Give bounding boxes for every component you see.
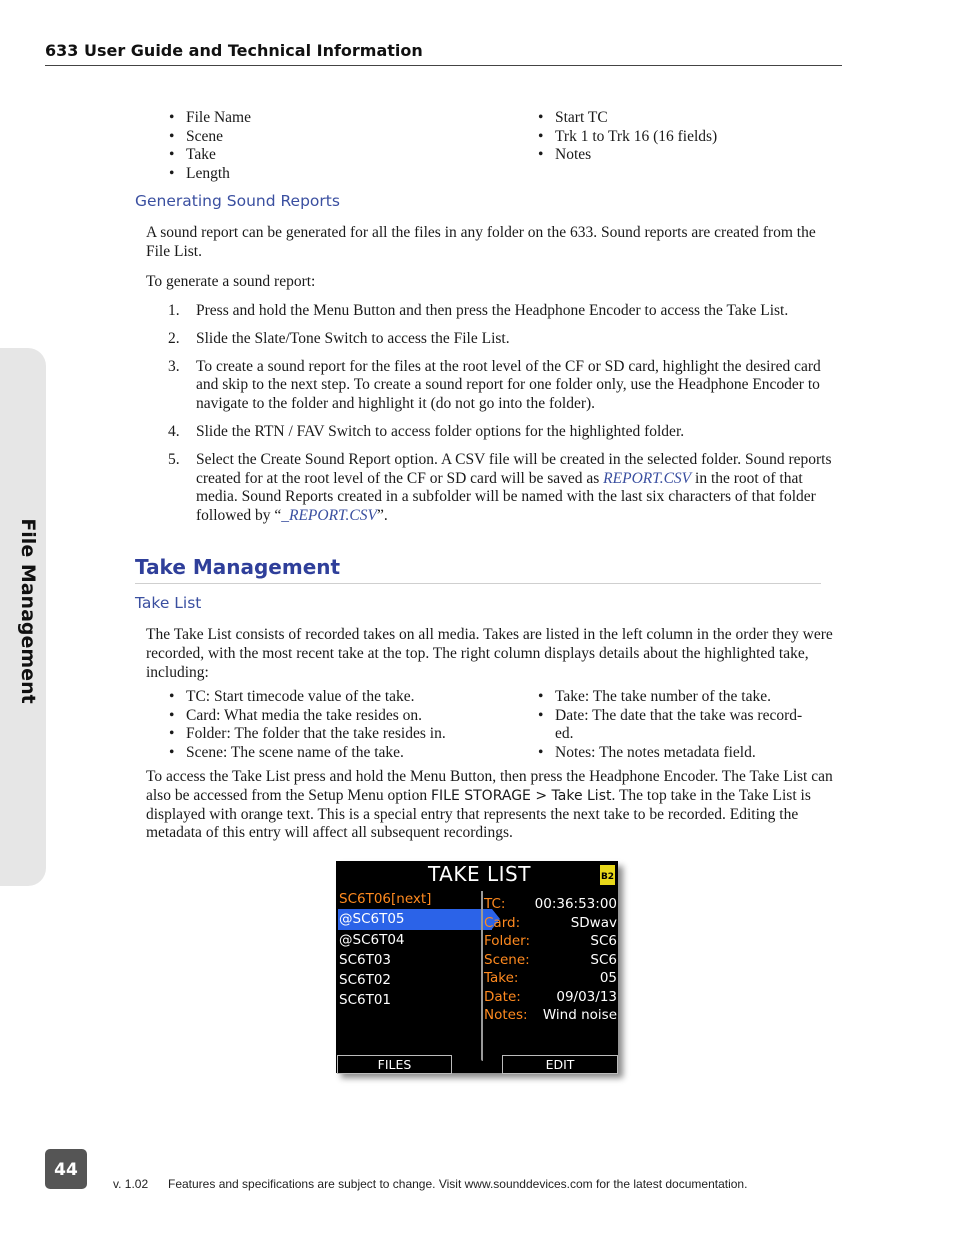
- step-text: in the root of that media. Sound Reports created in a subfolder will be named with the last six characters of that folder followed by “: [196, 469, 816, 525]
- steps-list: [146, 302, 842, 526]
- detail-row-notes: [484, 1006, 618, 1025]
- take-details-list-left: [169, 688, 446, 763]
- header-divider: [45, 65, 842, 66]
- battery-icon: B2: [600, 865, 615, 885]
- list-item: • Start TC: [538, 109, 717, 128]
- list-item: • Folder: The folder that the take resides in.: [169, 725, 446, 744]
- list-item: • Trk 1 to Trk 16 (16 fields): [538, 128, 717, 147]
- step-text: Slide the Slate/Tone Switch to access the File List.: [196, 329, 510, 347]
- page-header-title: 633 User Guide and Technical Information: [45, 41, 423, 60]
- chapter-side-tab-label: File Management: [17, 518, 39, 704]
- list-item-text: ed.: [555, 725, 574, 743]
- screen-title: TAKE LIST: [428, 862, 531, 886]
- list-item: • Length: [169, 165, 251, 184]
- take-list-screen: [336, 861, 618, 1073]
- footer-version: v. 1.02: [113, 1177, 149, 1191]
- detail-key: Take:: [484, 970, 519, 986]
- list-item: • Take: The take number of the take.: [538, 688, 802, 707]
- take-list-intro: The Take List consists of recorded takes on all media. Takes are listed in the left column in the order they were recorded, with the most recent take at the top. The right column displays details about the highlighted take, including:: [146, 626, 833, 681]
- list-item: • TC: Start timecode value of the take.: [169, 688, 446, 707]
- take-details-panel: [484, 895, 618, 1025]
- section-divider: [135, 583, 821, 584]
- step-number: 5.: [168, 450, 180, 468]
- step-number: 1.: [168, 302, 180, 319]
- list-item: • File Name: [169, 109, 251, 128]
- subfolder-report-csv-link[interactable]: _REPORT.CSV: [281, 507, 377, 525]
- field-list-left: [169, 109, 251, 184]
- detail-row-card: [484, 914, 618, 933]
- step-number: 2.: [168, 329, 180, 347]
- paragraph-text: To access the Take List press and hold the Menu Button, then press the Headphone Encoder. The Take List can also be accessed from the Setup Menu option: [146, 768, 833, 804]
- subsection-heading-generating: Generating Sound Reports: [135, 192, 340, 210]
- list-item-text: Date: The date that the take was record-: [555, 706, 803, 724]
- detail-row-take: [484, 969, 618, 988]
- list-item: [146, 423, 842, 442]
- detail-value: 00:36:53:00: [534, 896, 617, 912]
- step-text: Select the Create Sound Report option. A CSV file will be created in the selected folder. Sound reports created for at the root level of the CF or SD card will be saved as: [196, 450, 832, 487]
- take-item[interactable]: SC6T01: [339, 992, 392, 1009]
- detail-key: Folder:: [484, 933, 531, 949]
- list-item: • Notes: The notes metadata field.: [538, 744, 802, 763]
- take-list: [338, 889, 488, 1011]
- list-item: • Scene: [169, 128, 251, 147]
- take-details-list-right: [538, 688, 802, 763]
- detail-row-scene: [484, 951, 618, 970]
- detail-row-tc: [484, 895, 618, 914]
- step-text: Slide the RTN / FAV Switch to access folder options for the highlighted folder.: [196, 422, 685, 440]
- take-item[interactable]: SC6T03: [339, 951, 392, 968]
- take-item-selected[interactable]: @SC6T05: [338, 909, 492, 929]
- detail-row-folder: [484, 932, 618, 951]
- menu-path: FILE STORAGE > Take List: [430, 787, 612, 804]
- generating-intro: A sound report can be generated for all the files in any folder on the 633. Sound reports are created from the File List.: [146, 224, 816, 260]
- detail-value: SC6: [590, 933, 617, 949]
- step-text: ”.: [376, 507, 388, 525]
- detail-key: TC:: [484, 896, 506, 912]
- detail-value: SC6: [590, 951, 617, 968]
- step-text: To create a sound report for the files at the root level of the CF or SD card, highlight the desired card and skip to the next step. To create a sound report for one folder only, use the Headphone Encoder to navigate to the folder and highlight it (do not go into the folder).: [196, 357, 821, 413]
- paragraph-text: . The top take in the Take List is displayed with orange text. This is a special entry that represents the next take to be recorded. Editing the metadata of this entry will affect all subsequent recordings.: [146, 786, 811, 842]
- files-button[interactable]: FILES: [337, 1055, 452, 1074]
- detail-key: Notes:: [484, 1007, 528, 1023]
- take-item-next[interactable]: SC6T06[next]: [339, 891, 432, 907]
- column-divider: [481, 891, 483, 1061]
- detail-key: Date:: [484, 988, 521, 1005]
- list-item: [146, 451, 842, 526]
- list-item: • Card: What media the take resides on.: [169, 707, 446, 726]
- report-csv-link[interactable]: REPORT.CSV: [603, 469, 692, 487]
- detail-key: Scene:: [484, 951, 530, 968]
- section-heading-take-management: Take Management: [135, 555, 341, 579]
- page-number: 44: [45, 1149, 87, 1189]
- list-item: [146, 358, 842, 414]
- take-item[interactable]: SC6T02: [339, 972, 392, 989]
- take-item[interactable]: @SC6T04: [339, 931, 405, 948]
- step-number: 4.: [168, 422, 180, 440]
- subsection-heading-take-list: Take List: [135, 594, 202, 612]
- field-list-right: [538, 109, 717, 165]
- list-item: [146, 330, 842, 349]
- generating-lead: To generate a sound report:: [146, 273, 316, 290]
- list-item: [146, 302, 842, 321]
- take-list-access-paragraph: [146, 768, 842, 843]
- detail-row-date: [484, 988, 618, 1007]
- list-item: • Notes: [538, 146, 717, 165]
- detail-value: 05: [599, 970, 617, 986]
- edit-button[interactable]: EDIT: [502, 1055, 618, 1074]
- detail-value: Wind noise: [542, 1007, 617, 1023]
- detail-value: 09/03/13: [556, 988, 617, 1005]
- footer-notice: Features and specifications are subject to change. Visit www.sounddevices.com for the latest documentation.: [168, 1177, 748, 1191]
- list-item: [538, 707, 802, 744]
- list-item: • Scene: The scene name of the take.: [169, 744, 446, 763]
- detail-key: Card:: [484, 914, 521, 931]
- step-number: 3.: [168, 357, 180, 375]
- detail-value: SDwav: [570, 914, 617, 931]
- list-item: • Take: [169, 146, 251, 165]
- step-text: Press and hold the Menu Button and then press the Headphone Encoder to access the Take List.: [196, 302, 789, 319]
